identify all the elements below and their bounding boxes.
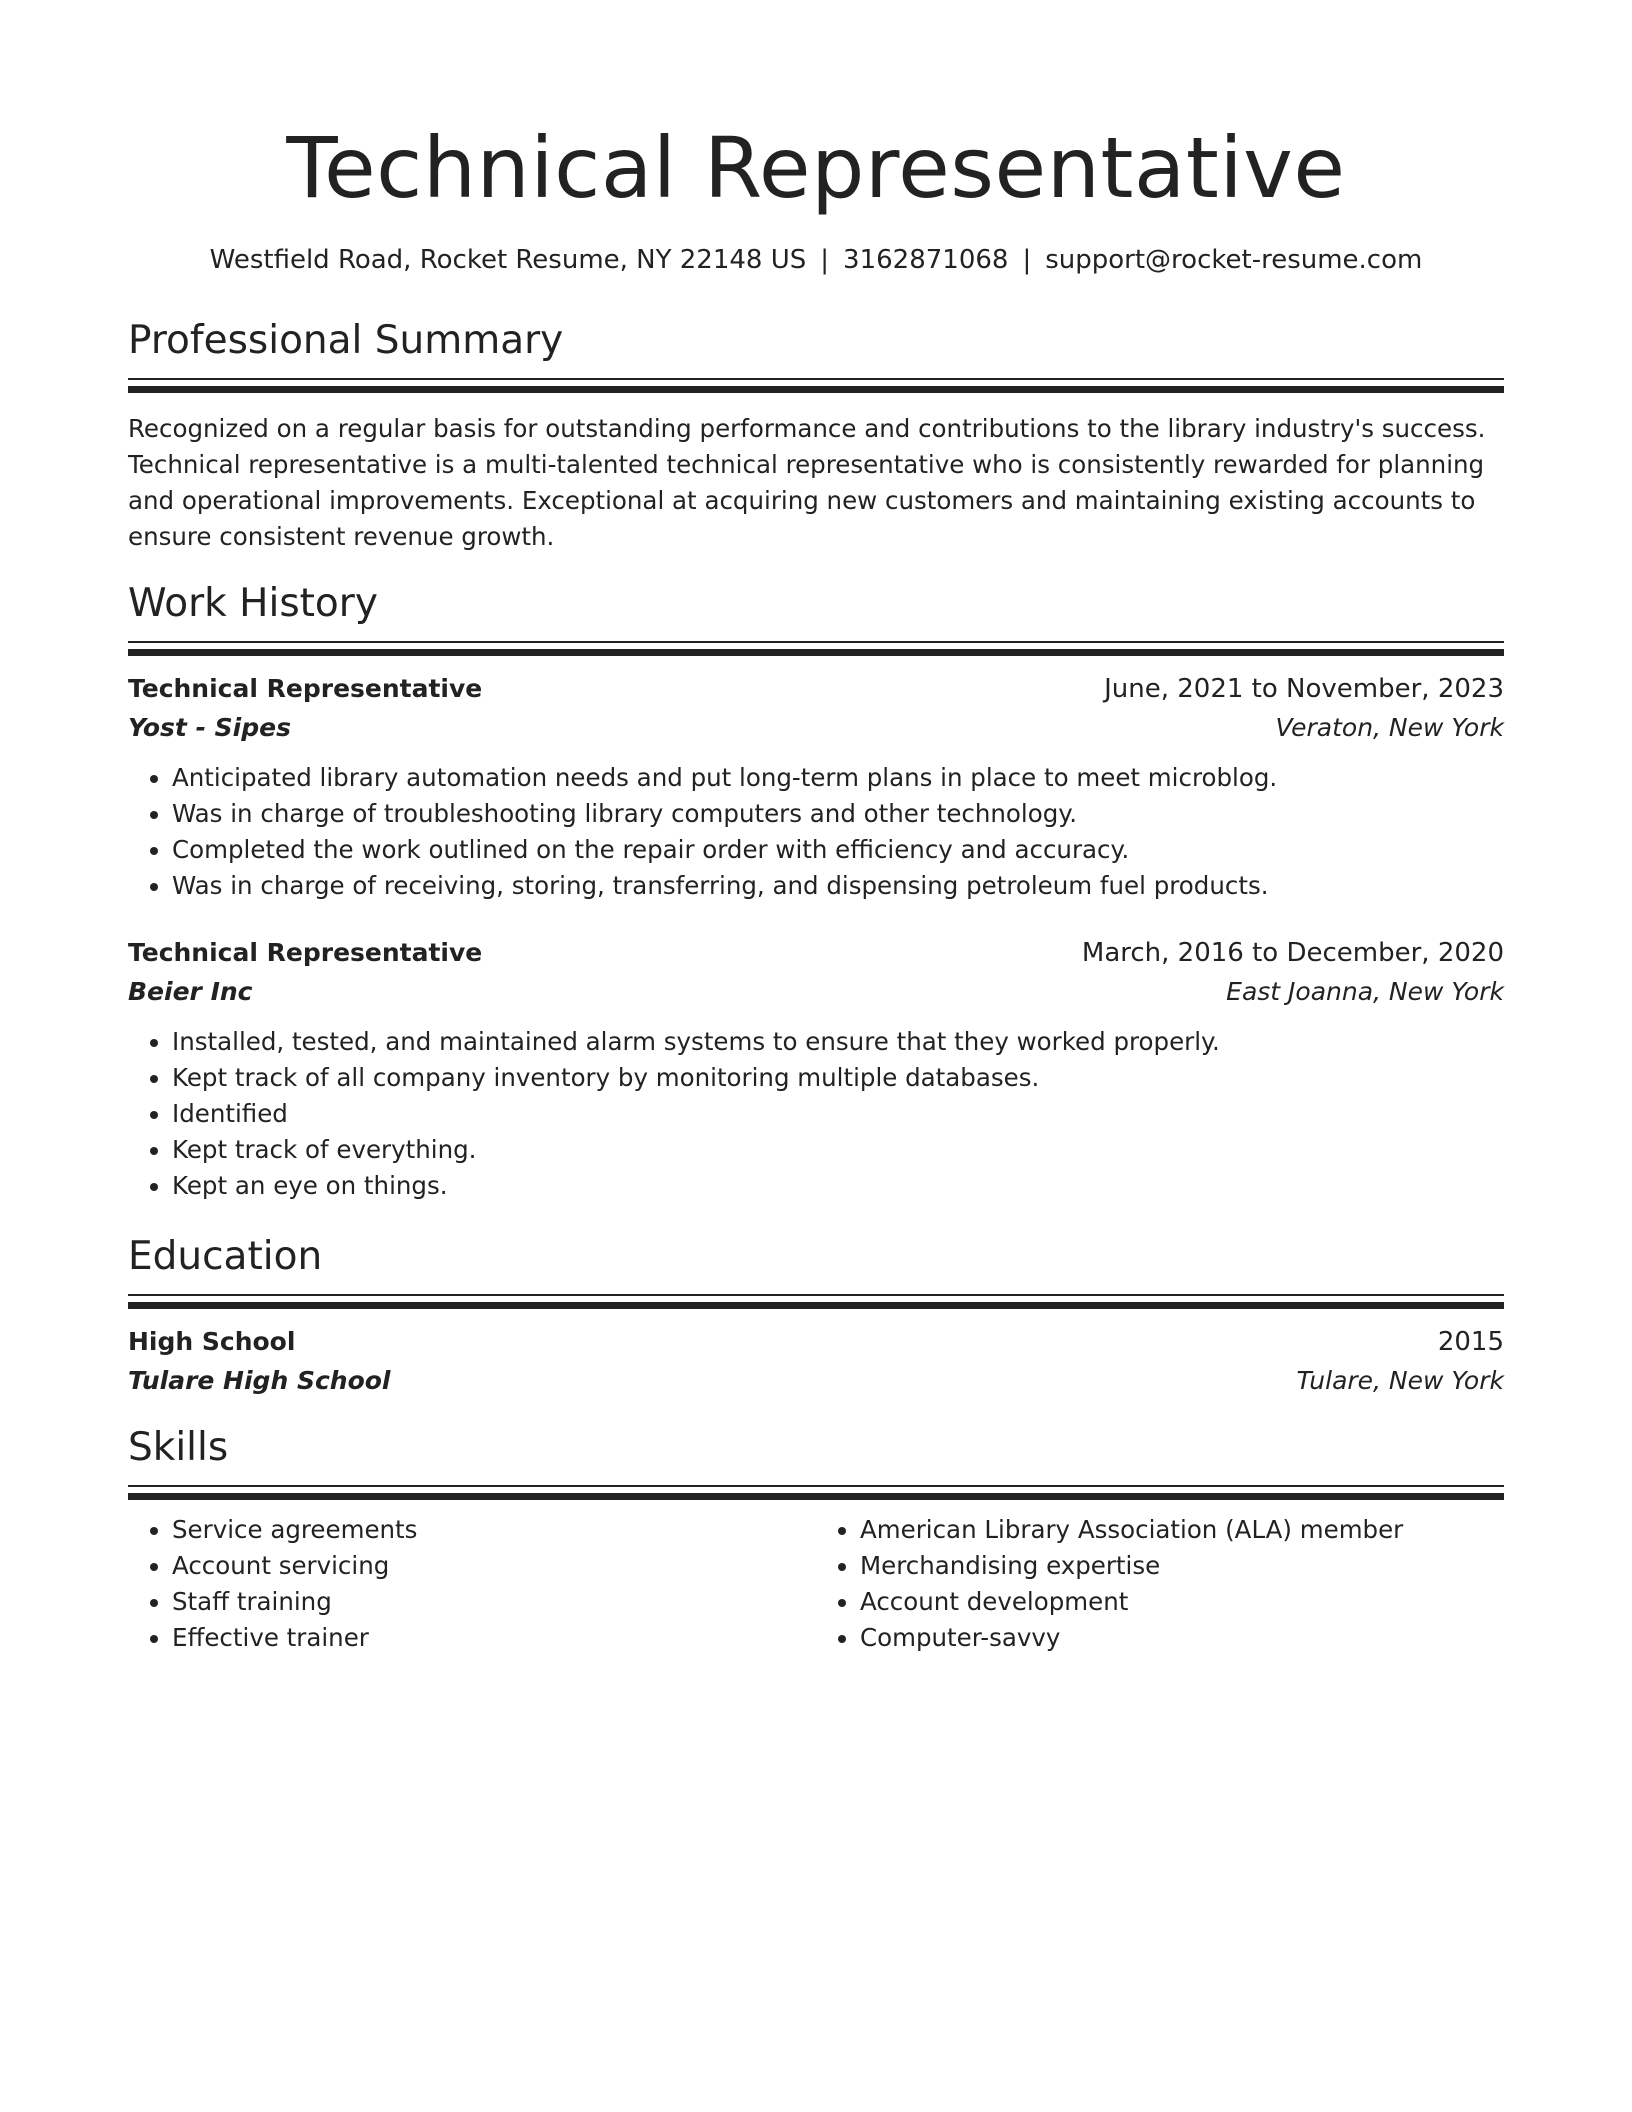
contact-separator: | [1022, 245, 1032, 275]
list-item: • Installed, tested, and maintained alarm systems to ensure that they worked properly. [172, 1024, 1504, 1060]
job-location: East Joanna, New York [1226, 977, 1504, 1006]
skill-item: • Merchandising expertise [860, 1548, 1504, 1584]
skill-item: • Service agreements [172, 1512, 816, 1548]
education-school: Tulare High School [128, 1366, 391, 1395]
resume-title: Technical Representative [286, 119, 1346, 217]
list-item: • Was in charge of receiving, storing, transferring, and dispensing petroleum fuel products. [172, 868, 1504, 904]
skills-list-right [816, 1512, 1504, 1656]
section-heading-education: Education [128, 1234, 323, 1279]
section-divider [128, 1294, 1504, 1309]
list-item: • Identified [172, 1096, 1504, 1132]
section-heading-summary: Professional Summary [128, 318, 564, 363]
section-divider [128, 641, 1504, 656]
contact-email: support@rocket-resume.com [1045, 245, 1423, 275]
education-degree: High School [128, 1327, 296, 1356]
skill-item: • Account servicing [172, 1548, 816, 1584]
job-dates: March, 2016 to December, 2020 [1081, 938, 1504, 968]
education-section [128, 1232, 1504, 1401]
list-item: • Kept track of everything. [172, 1132, 1504, 1168]
job-title: Technical Representative [128, 938, 483, 967]
list-item: • Anticipated library automation needs and put long-term plans in place to meet microblog. [172, 760, 1504, 796]
summary-text: Recognized on a regular basis for outstanding performance and contributions to the library industry's success. Technical representative is a multi-talented technical representative who is consistently rewarded for planning and operational improvements. Exceptional at acquiring new customers and maintaining existing accounts to ensure consistent revenue growth. [128, 414, 1486, 551]
education-location: Tulare, New York [1296, 1366, 1504, 1395]
job-location: Veraton, New York [1275, 713, 1504, 742]
section-divider [128, 1485, 1504, 1500]
education-year: 2015 [1437, 1327, 1504, 1357]
skill-item: • Computer-savvy [860, 1620, 1504, 1656]
contact-phone: 3162871068 [843, 245, 1009, 275]
job-entry [128, 934, 1504, 1204]
skill-item: • Effective trainer [172, 1620, 816, 1656]
skills-section [128, 1423, 1504, 1656]
section-heading-skills: Skills [128, 1425, 229, 1470]
section-divider [128, 378, 1504, 393]
list-item: • Was in charge of troubleshooting library computers and other technology. [172, 796, 1504, 832]
skill-item: • Account development [860, 1584, 1504, 1620]
job-company: Yost - Sipes [128, 713, 291, 742]
skill-item: • Staff training [172, 1584, 816, 1620]
contact-line [128, 242, 1504, 278]
summary-section [128, 316, 1504, 555]
section-heading-work: Work History [128, 581, 378, 626]
contact-separator: | [820, 245, 830, 275]
list-item: • Completed the work outlined on the repair order with efficiency and accuracy. [172, 832, 1504, 868]
skill-item: • American Library Association (ALA) member [860, 1512, 1504, 1548]
job-title: Technical Representative [128, 674, 483, 703]
job-dates: June, 2021 to November, 2023 [1104, 674, 1504, 704]
work-history-section [128, 579, 1504, 1204]
job-company: Beier Inc [128, 977, 253, 1006]
contact-address: Westfield Road, Rocket Resume, NY 22148 US [209, 245, 807, 275]
job-bullets [128, 1024, 1504, 1204]
skills-columns [128, 1512, 1504, 1656]
job-entry [128, 670, 1504, 904]
list-item: • Kept an eye on things. [172, 1168, 1504, 1204]
job-bullets [128, 760, 1504, 904]
education-entry [128, 1323, 1504, 1401]
list-item: • Kept track of all company inventory by monitoring multiple databases. [172, 1060, 1504, 1096]
skills-list-left [128, 1512, 816, 1656]
